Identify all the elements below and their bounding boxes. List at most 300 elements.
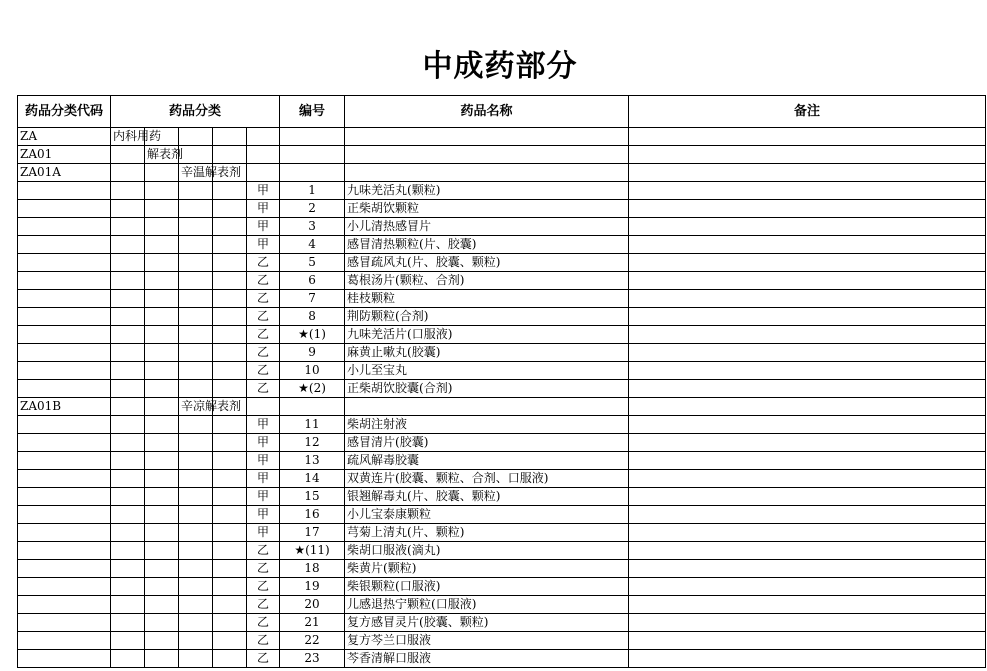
code-cell: ZA01B [18, 398, 111, 416]
number-cell: 11 [280, 416, 345, 434]
grade-cell: 乙 [247, 560, 280, 578]
code-cell [18, 290, 111, 308]
grade-cell: 乙 [247, 632, 280, 650]
drug-row [18, 632, 986, 650]
number-cell: 18 [280, 560, 345, 578]
remark-cell [629, 578, 986, 596]
remark-cell [629, 560, 986, 578]
drug-row [18, 614, 986, 632]
remark-cell [629, 290, 986, 308]
remark-cell [629, 164, 986, 182]
number-cell: 19 [280, 578, 345, 596]
number-cell: 15 [280, 488, 345, 506]
number-cell: 9 [280, 344, 345, 362]
remark-cell [629, 236, 986, 254]
cell [179, 236, 213, 254]
cell [213, 416, 247, 434]
cell [111, 578, 145, 596]
cell [145, 578, 179, 596]
category-row [18, 128, 986, 146]
cell [179, 344, 213, 362]
drug-name-cell: 感冒疏风丸(片、胶囊、颗粒) [345, 254, 629, 272]
cell [111, 146, 145, 164]
cell [111, 650, 145, 668]
drug-name-cell: 小儿至宝丸 [345, 362, 629, 380]
grade-cell: 乙 [247, 578, 280, 596]
cell [111, 542, 145, 560]
cell [213, 470, 247, 488]
remark-cell [629, 614, 986, 632]
grade-cell: 乙 [247, 308, 280, 326]
cell [213, 434, 247, 452]
cell [111, 452, 145, 470]
cell [179, 380, 213, 398]
grade-cell: 甲 [247, 434, 280, 452]
remark-cell [629, 254, 986, 272]
category-row [18, 146, 986, 164]
code-cell [18, 362, 111, 380]
cell [213, 290, 247, 308]
remark-cell [629, 542, 986, 560]
grade-cell: 乙 [247, 254, 280, 272]
cell [111, 272, 145, 290]
drug-row [18, 578, 986, 596]
cell [213, 452, 247, 470]
number-cell [280, 128, 345, 146]
drug-row [18, 452, 986, 470]
cell [145, 254, 179, 272]
grade-cell [247, 146, 280, 164]
cell [111, 236, 145, 254]
drug-name-cell: 正柴胡饮颗粒 [345, 200, 629, 218]
cell [145, 290, 179, 308]
cell [145, 344, 179, 362]
code-cell [18, 416, 111, 434]
grade-cell: 乙 [247, 272, 280, 290]
drug-row [18, 650, 986, 668]
code-cell [18, 488, 111, 506]
remark-cell [629, 380, 986, 398]
remark-cell [629, 146, 986, 164]
drug-name-cell: 九味羌活丸(颗粒) [345, 182, 629, 200]
cell [111, 200, 145, 218]
cell [145, 596, 179, 614]
cell [213, 200, 247, 218]
remark-cell [629, 182, 986, 200]
drug-name-cell [345, 128, 629, 146]
cell [213, 650, 247, 668]
header-code: 药品分类代码 [18, 96, 111, 128]
code-cell [18, 236, 111, 254]
drug-name-cell: 芩香清解口服液 [345, 650, 629, 668]
number-cell: 8 [280, 308, 345, 326]
code-cell [18, 542, 111, 560]
cell [145, 632, 179, 650]
drug-row [18, 200, 986, 218]
remark-cell [629, 650, 986, 668]
cell [111, 416, 145, 434]
number-cell: 5 [280, 254, 345, 272]
grade-cell: 甲 [247, 182, 280, 200]
cell [111, 308, 145, 326]
cell [179, 524, 213, 542]
drug-row [18, 560, 986, 578]
cell [213, 326, 247, 344]
code-cell [18, 308, 111, 326]
drug-row [18, 470, 986, 488]
cell [213, 380, 247, 398]
number-cell: 12 [280, 434, 345, 452]
drug-name-cell: 柴胡口服液(滴丸) [345, 542, 629, 560]
cell [145, 614, 179, 632]
category-row [18, 164, 986, 182]
number-cell: 22 [280, 632, 345, 650]
cell [111, 488, 145, 506]
cell [111, 470, 145, 488]
drug-row [18, 344, 986, 362]
cell [145, 308, 179, 326]
cell [179, 650, 213, 668]
remark-cell [629, 506, 986, 524]
remark-cell [629, 200, 986, 218]
grade-cell: 甲 [247, 218, 280, 236]
code-cell [18, 470, 111, 488]
cell [111, 164, 145, 182]
grade-cell: 乙 [247, 344, 280, 362]
drug-row [18, 434, 986, 452]
drug-name-cell [345, 398, 629, 416]
drug-name-cell: 感冒清热颗粒(片、胶囊) [345, 236, 629, 254]
drug-name-cell: 复方芩兰口服液 [345, 632, 629, 650]
cell [145, 398, 179, 416]
cell [179, 452, 213, 470]
cell [213, 362, 247, 380]
cell [179, 308, 213, 326]
cell [179, 560, 213, 578]
cell [213, 236, 247, 254]
drug-name-cell: 九味羌活片(口服液) [345, 326, 629, 344]
drug-name-cell: 麻黄止嗽丸(胶囊) [345, 344, 629, 362]
cell [145, 236, 179, 254]
cell [179, 578, 213, 596]
grade-cell: 甲 [247, 416, 280, 434]
grade-cell: 乙 [247, 290, 280, 308]
number-cell: 20 [280, 596, 345, 614]
drug-row [18, 218, 986, 236]
number-cell: 7 [280, 290, 345, 308]
code-cell [18, 380, 111, 398]
remark-cell [629, 488, 986, 506]
drug-name-cell: 小儿清热感冒片 [345, 218, 629, 236]
category-label: 辛温解表剂 [179, 164, 213, 182]
category-label: 解表剂 [145, 146, 179, 164]
cell [179, 128, 213, 146]
drug-row [18, 362, 986, 380]
drug-row [18, 236, 986, 254]
cell [179, 146, 213, 164]
number-cell [280, 164, 345, 182]
drug-name-cell [345, 146, 629, 164]
drug-row [18, 272, 986, 290]
code-cell [18, 596, 111, 614]
number-cell: 4 [280, 236, 345, 254]
remark-cell [629, 344, 986, 362]
drug-name-cell: 银翘解毒丸(片、胶囊、颗粒) [345, 488, 629, 506]
cell [213, 524, 247, 542]
number-cell: 6 [280, 272, 345, 290]
cell [213, 578, 247, 596]
cell [111, 434, 145, 452]
drug-row [18, 416, 986, 434]
header-row [18, 96, 986, 128]
grade-cell: 甲 [247, 470, 280, 488]
grade-cell [247, 128, 280, 146]
cell [111, 632, 145, 650]
number-cell: 2 [280, 200, 345, 218]
code-cell [18, 254, 111, 272]
cell [145, 164, 179, 182]
cell [213, 614, 247, 632]
code-cell [18, 218, 111, 236]
cell [111, 596, 145, 614]
number-cell: 21 [280, 614, 345, 632]
cell [179, 182, 213, 200]
number-cell [280, 398, 345, 416]
code-cell [18, 452, 111, 470]
cell [111, 398, 145, 416]
drug-name-cell: 复方感冒灵片(胶囊、颗粒) [345, 614, 629, 632]
drug-row [18, 290, 986, 308]
cell [213, 560, 247, 578]
drug-name-cell: 桂枝颗粒 [345, 290, 629, 308]
grade-cell [247, 164, 280, 182]
drug-row [18, 488, 986, 506]
drug-row [18, 524, 986, 542]
cell [213, 272, 247, 290]
header-category: 药品分类 [111, 96, 280, 128]
cell [111, 326, 145, 344]
grade-cell: 乙 [247, 362, 280, 380]
number-cell: 23 [280, 650, 345, 668]
drug-name-cell: 儿感退热宁颗粒(口服液) [345, 596, 629, 614]
grade-cell: 乙 [247, 326, 280, 344]
cell [213, 254, 247, 272]
cell [111, 506, 145, 524]
cell [213, 596, 247, 614]
cell [145, 200, 179, 218]
code-cell: ZA01 [18, 146, 111, 164]
cell [145, 182, 179, 200]
cell [179, 200, 213, 218]
cell [111, 524, 145, 542]
drug-name-cell: 小儿宝泰康颗粒 [345, 506, 629, 524]
number-cell: 16 [280, 506, 345, 524]
cell [145, 506, 179, 524]
category-label: 辛凉解表剂 [179, 398, 213, 416]
drug-name-cell: 柴胡注射液 [345, 416, 629, 434]
drug-row [18, 326, 986, 344]
cell [111, 254, 145, 272]
drug-name-cell: 疏风解毒胶囊 [345, 452, 629, 470]
cell [213, 488, 247, 506]
cell [179, 362, 213, 380]
grade-cell: 乙 [247, 650, 280, 668]
cell [213, 632, 247, 650]
code-cell: ZA01A [18, 164, 111, 182]
drug-name-cell [345, 164, 629, 182]
code-cell [18, 182, 111, 200]
drug-table [17, 95, 986, 668]
cell [145, 470, 179, 488]
drug-name-cell: 荆防颗粒(合剂) [345, 308, 629, 326]
cell [213, 344, 247, 362]
cell [111, 218, 145, 236]
remark-cell [629, 416, 986, 434]
code-cell [18, 506, 111, 524]
drug-row [18, 254, 986, 272]
cell [213, 146, 247, 164]
code-cell [18, 524, 111, 542]
code-cell [18, 650, 111, 668]
cell [111, 182, 145, 200]
cell [111, 380, 145, 398]
cell [145, 416, 179, 434]
cell [179, 326, 213, 344]
cell [179, 614, 213, 632]
cell [111, 290, 145, 308]
remark-cell [629, 362, 986, 380]
cell [179, 632, 213, 650]
cell [145, 272, 179, 290]
cell [179, 506, 213, 524]
cell [145, 326, 179, 344]
cell [179, 470, 213, 488]
remark-cell [629, 272, 986, 290]
cell [145, 380, 179, 398]
grade-cell: 乙 [247, 380, 280, 398]
number-cell: ★(1) [280, 326, 345, 344]
number-cell [280, 146, 345, 164]
code-cell [18, 326, 111, 344]
cell [145, 488, 179, 506]
header-remark: 备注 [629, 96, 986, 128]
grade-cell: 甲 [247, 236, 280, 254]
number-cell: 10 [280, 362, 345, 380]
grade-cell: 乙 [247, 614, 280, 632]
cell [213, 308, 247, 326]
code-cell [18, 272, 111, 290]
remark-cell [629, 632, 986, 650]
code-cell [18, 578, 111, 596]
code-cell [18, 614, 111, 632]
remark-cell [629, 434, 986, 452]
code-cell: ZA [18, 128, 111, 146]
cell [145, 542, 179, 560]
drug-row [18, 380, 986, 398]
number-cell: 3 [280, 218, 345, 236]
cell [179, 272, 213, 290]
header-name: 药品名称 [345, 96, 629, 128]
number-cell: 14 [280, 470, 345, 488]
cell [213, 128, 247, 146]
cell [213, 218, 247, 236]
number-cell: ★(2) [280, 380, 345, 398]
remark-cell [629, 470, 986, 488]
cell [145, 560, 179, 578]
drug-name-cell: 正柴胡饮胶囊(合剂) [345, 380, 629, 398]
cell [145, 524, 179, 542]
remark-cell [629, 326, 986, 344]
drug-row [18, 506, 986, 524]
header-number: 编号 [280, 96, 345, 128]
grade-cell: 乙 [247, 542, 280, 560]
grade-cell: 甲 [247, 452, 280, 470]
drug-row [18, 308, 986, 326]
number-cell: ★(11) [280, 542, 345, 560]
code-cell [18, 344, 111, 362]
drug-row [18, 542, 986, 560]
drug-name-cell: 柴黄片(颗粒) [345, 560, 629, 578]
page-title: 中成药部分 [422, 49, 578, 84]
grade-cell: 甲 [247, 488, 280, 506]
cell [145, 434, 179, 452]
remark-cell [629, 452, 986, 470]
code-cell [18, 200, 111, 218]
cell [179, 416, 213, 434]
drug-name-cell: 葛根汤片(颗粒、合剂) [345, 272, 629, 290]
code-cell [18, 434, 111, 452]
cell [179, 488, 213, 506]
category-label: 内科用药 [111, 128, 145, 146]
cell [213, 506, 247, 524]
drug-row [18, 596, 986, 614]
drug-name-cell: 芎菊上清丸(片、颗粒) [345, 524, 629, 542]
cell [111, 614, 145, 632]
number-cell: 17 [280, 524, 345, 542]
cell [213, 182, 247, 200]
cell [179, 290, 213, 308]
remark-cell [629, 524, 986, 542]
cell [179, 218, 213, 236]
grade-cell: 甲 [247, 506, 280, 524]
number-cell: 1 [280, 182, 345, 200]
code-cell [18, 560, 111, 578]
cell [111, 344, 145, 362]
grade-cell: 甲 [247, 200, 280, 218]
code-cell [18, 632, 111, 650]
cell [145, 362, 179, 380]
cell [111, 560, 145, 578]
cell [179, 434, 213, 452]
cell [213, 542, 247, 560]
remark-cell [629, 398, 986, 416]
drug-name-cell: 双黄连片(胶囊、颗粒、合剂、口服液) [345, 470, 629, 488]
cell [145, 218, 179, 236]
grade-cell [247, 398, 280, 416]
drug-name-cell: 柴银颗粒(口服液) [345, 578, 629, 596]
category-row [18, 398, 986, 416]
cell [111, 362, 145, 380]
cell [145, 650, 179, 668]
remark-cell [629, 596, 986, 614]
remark-cell [629, 128, 986, 146]
cell [179, 542, 213, 560]
drug-name-cell: 感冒清片(胶囊) [345, 434, 629, 452]
number-cell: 13 [280, 452, 345, 470]
drug-row [18, 182, 986, 200]
grade-cell: 甲 [247, 524, 280, 542]
cell [179, 254, 213, 272]
